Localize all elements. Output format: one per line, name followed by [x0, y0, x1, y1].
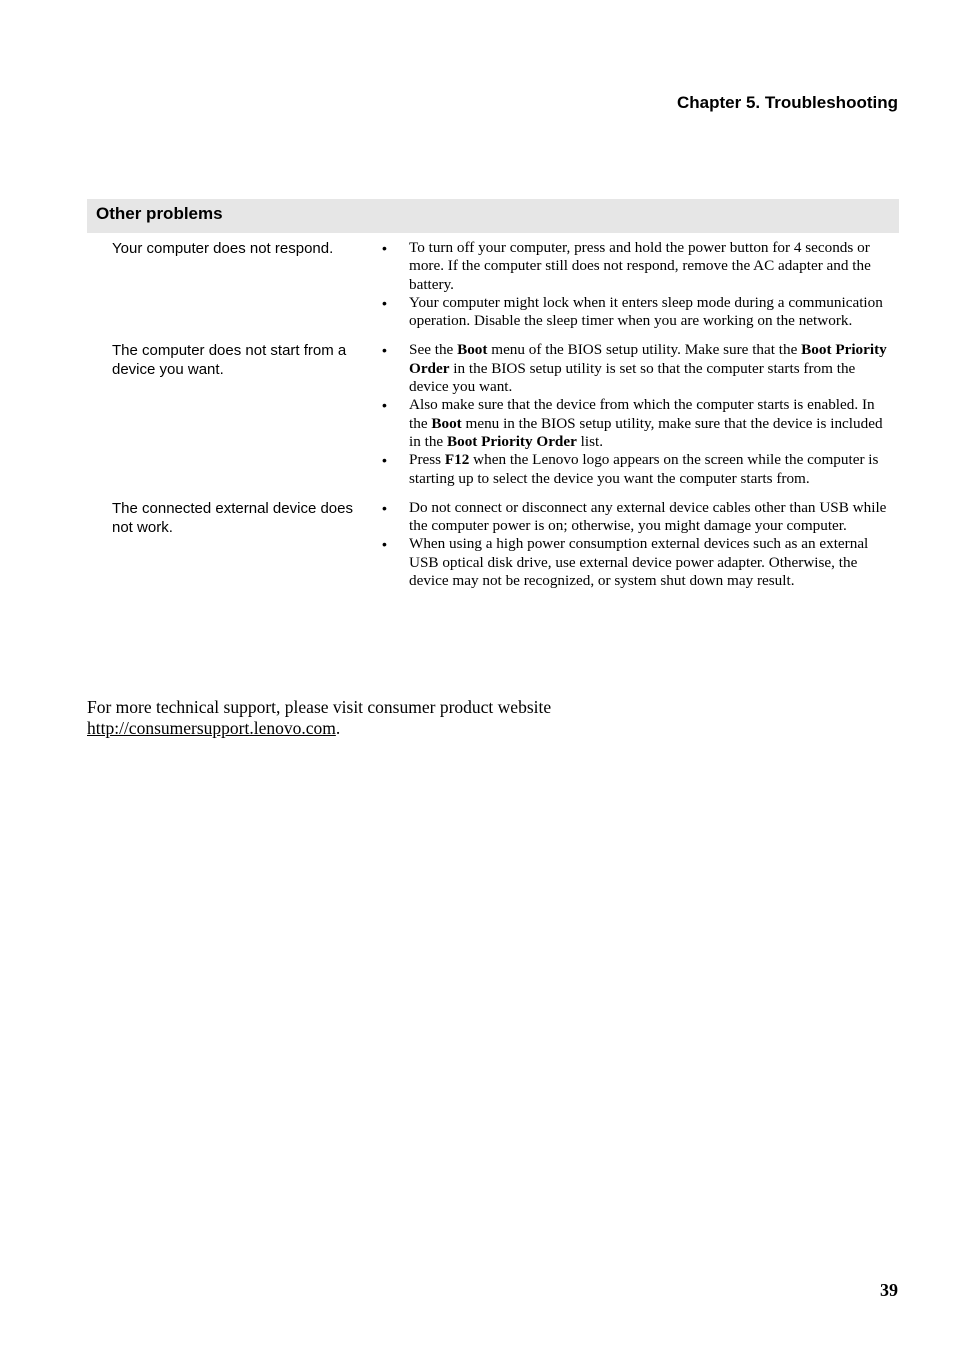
- support-link[interactable]: http://consumersupport.lenovo.com: [87, 718, 336, 738]
- table-row: [87, 499, 899, 590]
- solution-text: Do not connect or disconnect any external device cables other than USB while the computer power is on; otherwise, you might damage your computer.: [409, 498, 887, 535]
- solution-list: [362, 341, 899, 487]
- solution-item: [362, 535, 899, 590]
- solution-text: Your computer might lock when it enters sleep mode during a communication operation. Disable the sleep timer when you are working on the network.: [409, 293, 883, 330]
- solution-text: Press: [409, 451, 445, 469]
- problem-description: The connected external device does not work.: [112, 499, 353, 536]
- solution-text: Also make sure that the device from which the computer starts is enabled. In the: [409, 396, 875, 432]
- table-body: [87, 239, 899, 590]
- solution-item: [362, 396, 899, 451]
- problem-description: The computer does not start from a device you want.: [112, 342, 347, 379]
- page-number: 39: [880, 1280, 898, 1300]
- support-text: For more technical support, please visit consumer product website: [87, 697, 552, 717]
- solution-text: When using a high power consumption external devices such as an external USB optical disk drive, use external device power adapter. Otherwise, the device may not be recognized, or system shut down may result.: [409, 535, 869, 590]
- problems-table: [87, 199, 899, 590]
- solution-text: menu of the BIOS setup utility. Make sure that the: [487, 341, 802, 359]
- table-row: [87, 341, 899, 487]
- table-row: [87, 239, 899, 330]
- solution-item: [362, 451, 899, 488]
- table-title: Other problems: [87, 199, 899, 233]
- solution-emphasis: Boot: [457, 341, 488, 359]
- solution-emphasis: F12: [444, 451, 470, 469]
- solution-item: [362, 294, 899, 331]
- solution-text: See the: [409, 341, 458, 359]
- support-note: [87, 697, 551, 739]
- solution-text: in the BIOS setup utility is set so that the computer starts from the device you want.: [409, 359, 856, 396]
- solution-text: list.: [576, 432, 604, 450]
- solution-text: menu in the BIOS setup utility, make sure that the device is included in the: [409, 414, 883, 450]
- solution-emphasis: Boot Priority Order: [446, 432, 577, 450]
- solution-item: [362, 239, 899, 294]
- solution-text: To turn off your computer, press and hold the power button for 4 seconds or more. If the computer still does not respond, remove the AC adapter and the battery.: [409, 239, 871, 293]
- support-trailing: .: [335, 718, 341, 738]
- problem-description: Your computer does not respond.: [112, 240, 334, 257]
- solution-item: [362, 341, 899, 396]
- solution-item: [362, 499, 899, 536]
- solution-emphasis: Boot Priority Order: [409, 341, 887, 377]
- solution-text: when the Lenovo logo appears on the screen while the computer is starting up to select the device you want the computer starts from.: [409, 451, 879, 487]
- solution-list: [362, 239, 899, 330]
- solution-list: [362, 499, 899, 590]
- chapter-title: Chapter 5. Troubleshooting: [676, 93, 898, 112]
- solution-emphasis: Boot: [431, 414, 462, 432]
